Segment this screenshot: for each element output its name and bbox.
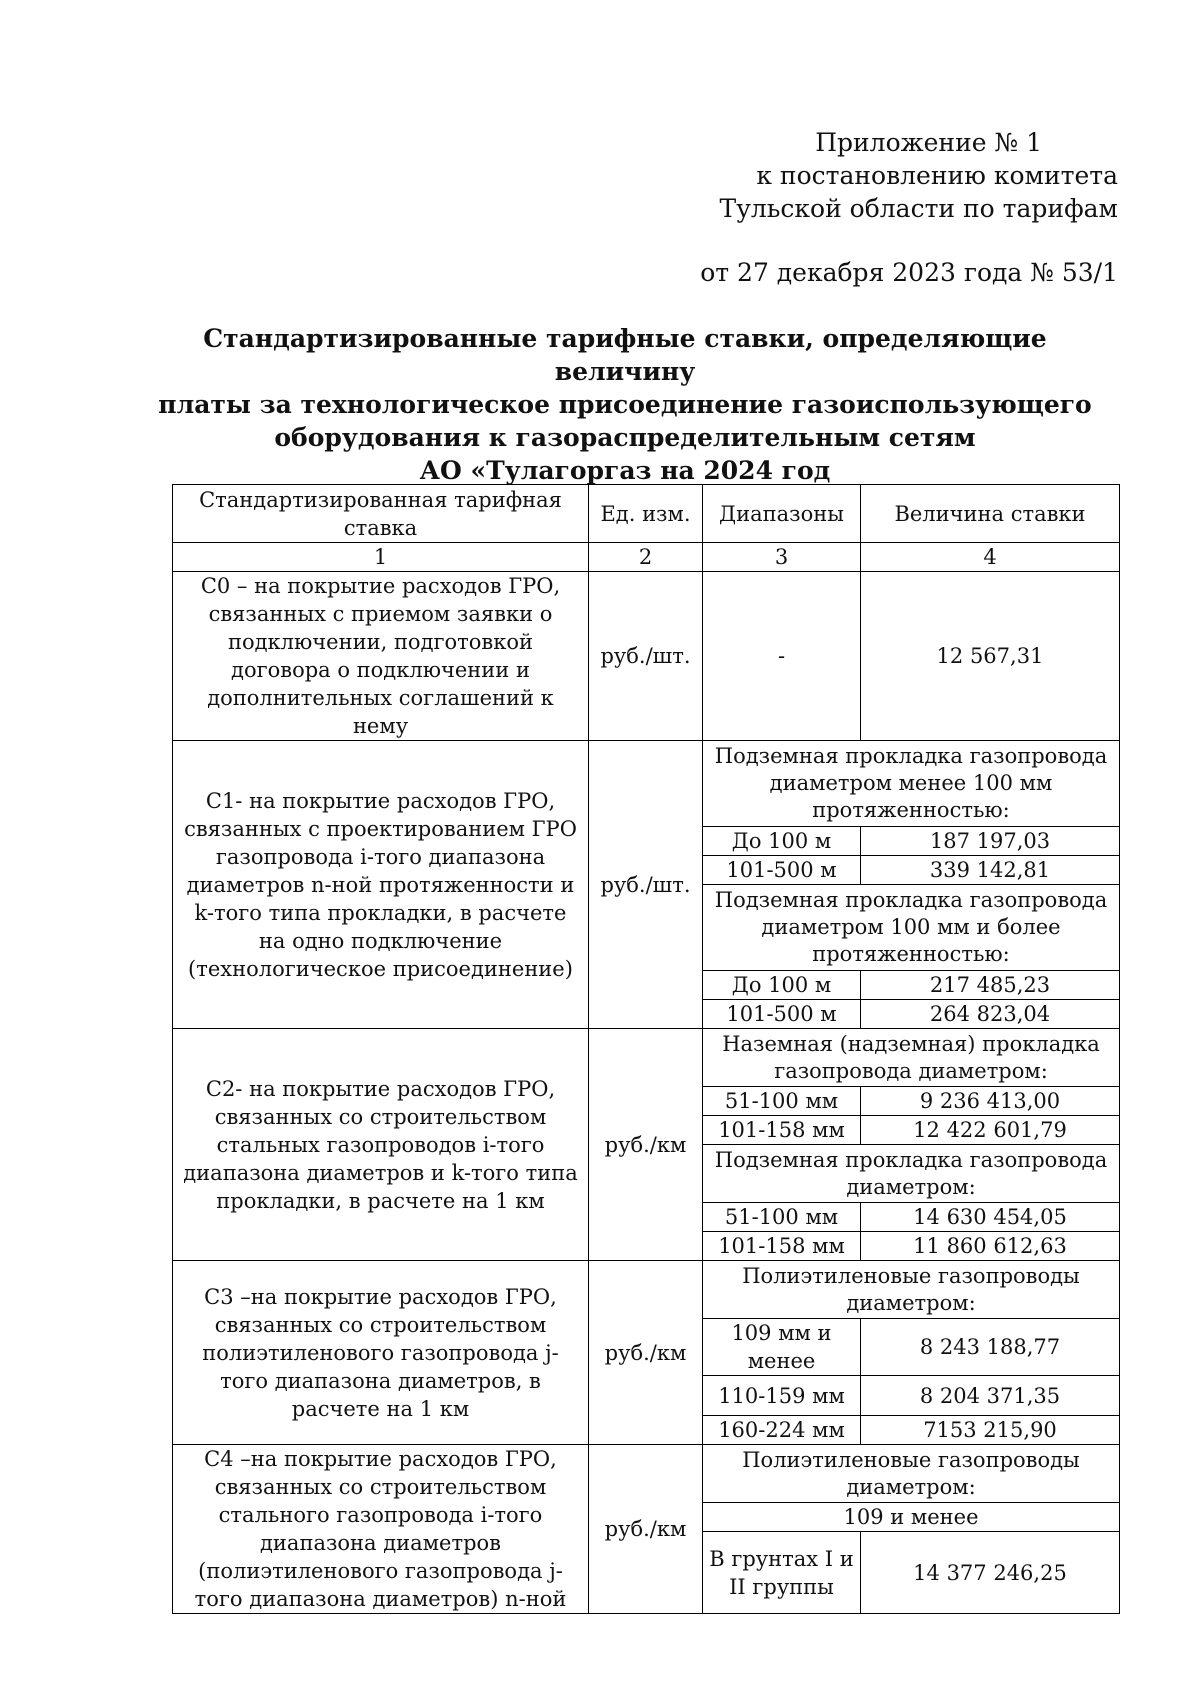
header-unit: Ед. изм.	[589, 485, 703, 543]
value-cell: 14 630 454,05	[861, 1203, 1120, 1232]
value-cell: 264 823,04	[861, 1000, 1120, 1029]
rate-description: С1- на покрытие расходов ГРО, связанных с проектированием ГРО газопровода i-того диапазона диаметров n-ной протяженности и k-того типа прокладки, в расчете на одно подключение (технологическое присоединение)	[173, 741, 589, 1029]
title-line-4: АО «Тулагоргаз на 2024 год	[419, 456, 831, 485]
range-cell: 101-500 м	[703, 1000, 861, 1029]
table-row-c0	[173, 572, 1120, 741]
value-cell: 11 860 612,63	[861, 1232, 1120, 1261]
rate-unit: руб./км	[589, 1261, 703, 1445]
title-line-1: Стандартизированные тарифные ставки, определяющие величину	[203, 324, 1047, 386]
appendix-date	[0, 256, 1118, 289]
range-group-title: Подземная прокладка газопровода диаметром менее 100 мм протяженностью:	[703, 741, 1120, 827]
title-line-3: оборудования к газораспределительным сетям	[274, 423, 976, 452]
value-cell: 8 204 371,35	[861, 1376, 1120, 1416]
range-cell: 51-100 мм	[703, 1087, 861, 1116]
table-row-c3	[173, 1261, 1120, 1319]
range-cell: 109 мм и менее	[703, 1319, 861, 1376]
range-cell: В грунтах I и II группы	[703, 1532, 861, 1614]
col-number: 4	[861, 543, 1120, 572]
rate-value: 12 567,31	[861, 572, 1120, 741]
value-cell: 217 485,23	[861, 971, 1120, 1000]
range-cell: 110-159 мм	[703, 1376, 861, 1416]
value-cell: 9 236 413,00	[861, 1087, 1120, 1116]
title-line-2: платы за технологическое присоединение газоиспользующего	[158, 390, 1092, 419]
table-row-c2	[173, 1029, 1120, 1087]
rate-unit: руб./шт.	[589, 572, 703, 741]
rate-unit: руб./км	[589, 1445, 703, 1614]
table-row-c4	[173, 1445, 1120, 1503]
range-group-title: Полиэтиленовые газопроводы диаметром:	[703, 1261, 1120, 1319]
table-header-row	[173, 485, 1120, 543]
rates-table	[172, 484, 1120, 1614]
column-numbers-row	[173, 543, 1120, 572]
range-cell: 51-100 мм	[703, 1203, 861, 1232]
header-value: Величина ставки	[861, 485, 1120, 543]
range-group-title: Наземная (надземная) прокладка газопровода диаметром:	[703, 1029, 1120, 1087]
rate-unit: руб./км	[589, 1029, 703, 1261]
range-cell: 101-158 мм	[703, 1116, 861, 1145]
rate-description: С3 –на покрытие расходов ГРО, связанных со строительством полиэтиленового газопровода j-того диапазона диаметров, в расчете на 1 км	[173, 1261, 589, 1445]
value-cell: 14 377 246,25	[861, 1532, 1120, 1614]
value-cell: 187 197,03	[861, 827, 1120, 856]
range-group-title: Полиэтиленовые газопроводы диаметром:	[703, 1445, 1120, 1503]
appendix-header	[0, 126, 1118, 225]
range-cell: До 100 м	[703, 971, 861, 1000]
rate-range: -	[703, 572, 861, 741]
range-subgroup-title: 109 и менее	[703, 1503, 1120, 1532]
rate-description: С2- на покрытие расходов ГРО, связанных со строительством стальных газопроводов i-того диапазона диаметров и k-того типа прокладки, в расчете на 1 км	[173, 1029, 589, 1261]
rate-unit: руб./шт.	[589, 741, 703, 1029]
value-cell: 7153 215,90	[861, 1416, 1120, 1445]
range-group-title: Подземная прокладка газопровода диаметром:	[703, 1145, 1120, 1203]
range-group-title: Подземная прокладка газопровода диаметром 100 мм и более протяженностью:	[703, 885, 1120, 971]
range-cell: 101-158 мм	[703, 1232, 861, 1261]
document-title	[150, 322, 1100, 487]
col-number: 1	[173, 543, 589, 572]
value-cell: 12 422 601,79	[861, 1116, 1120, 1145]
value-cell: 8 243 188,77	[861, 1319, 1120, 1376]
appendix-number: Приложение № 1	[815, 128, 1042, 157]
rate-description: С0 – на покрытие расходов ГРО, связанных с приемом заявки о подключении, подготовкой договора о подключении и дополнительных соглашений к нему	[173, 572, 589, 741]
appendix-resolution: к постановлению комитета	[756, 161, 1118, 190]
appendix-committee: Тульской области по тарифам	[719, 194, 1118, 223]
col-number: 2	[589, 543, 703, 572]
col-number: 3	[703, 543, 861, 572]
range-cell: 160-224 мм	[703, 1416, 861, 1445]
rate-description: С4 –на покрытие расходов ГРО, связанных со строительством стального газопровода i-того диапазона диаметров (полиэтиленового газопровода j-того диапазона диаметров) n-ной	[173, 1445, 589, 1614]
table-row-c1	[173, 741, 1120, 827]
range-cell: 101-500 м	[703, 856, 861, 885]
value-cell: 339 142,81	[861, 856, 1120, 885]
header-range: Диапазоны	[703, 485, 861, 543]
range-cell: До 100 м	[703, 827, 861, 856]
resolution-date: от 27 декабря 2023 года № 53/1	[700, 258, 1118, 287]
header-rate: Стандартизированная тарифная ставка	[173, 485, 589, 543]
